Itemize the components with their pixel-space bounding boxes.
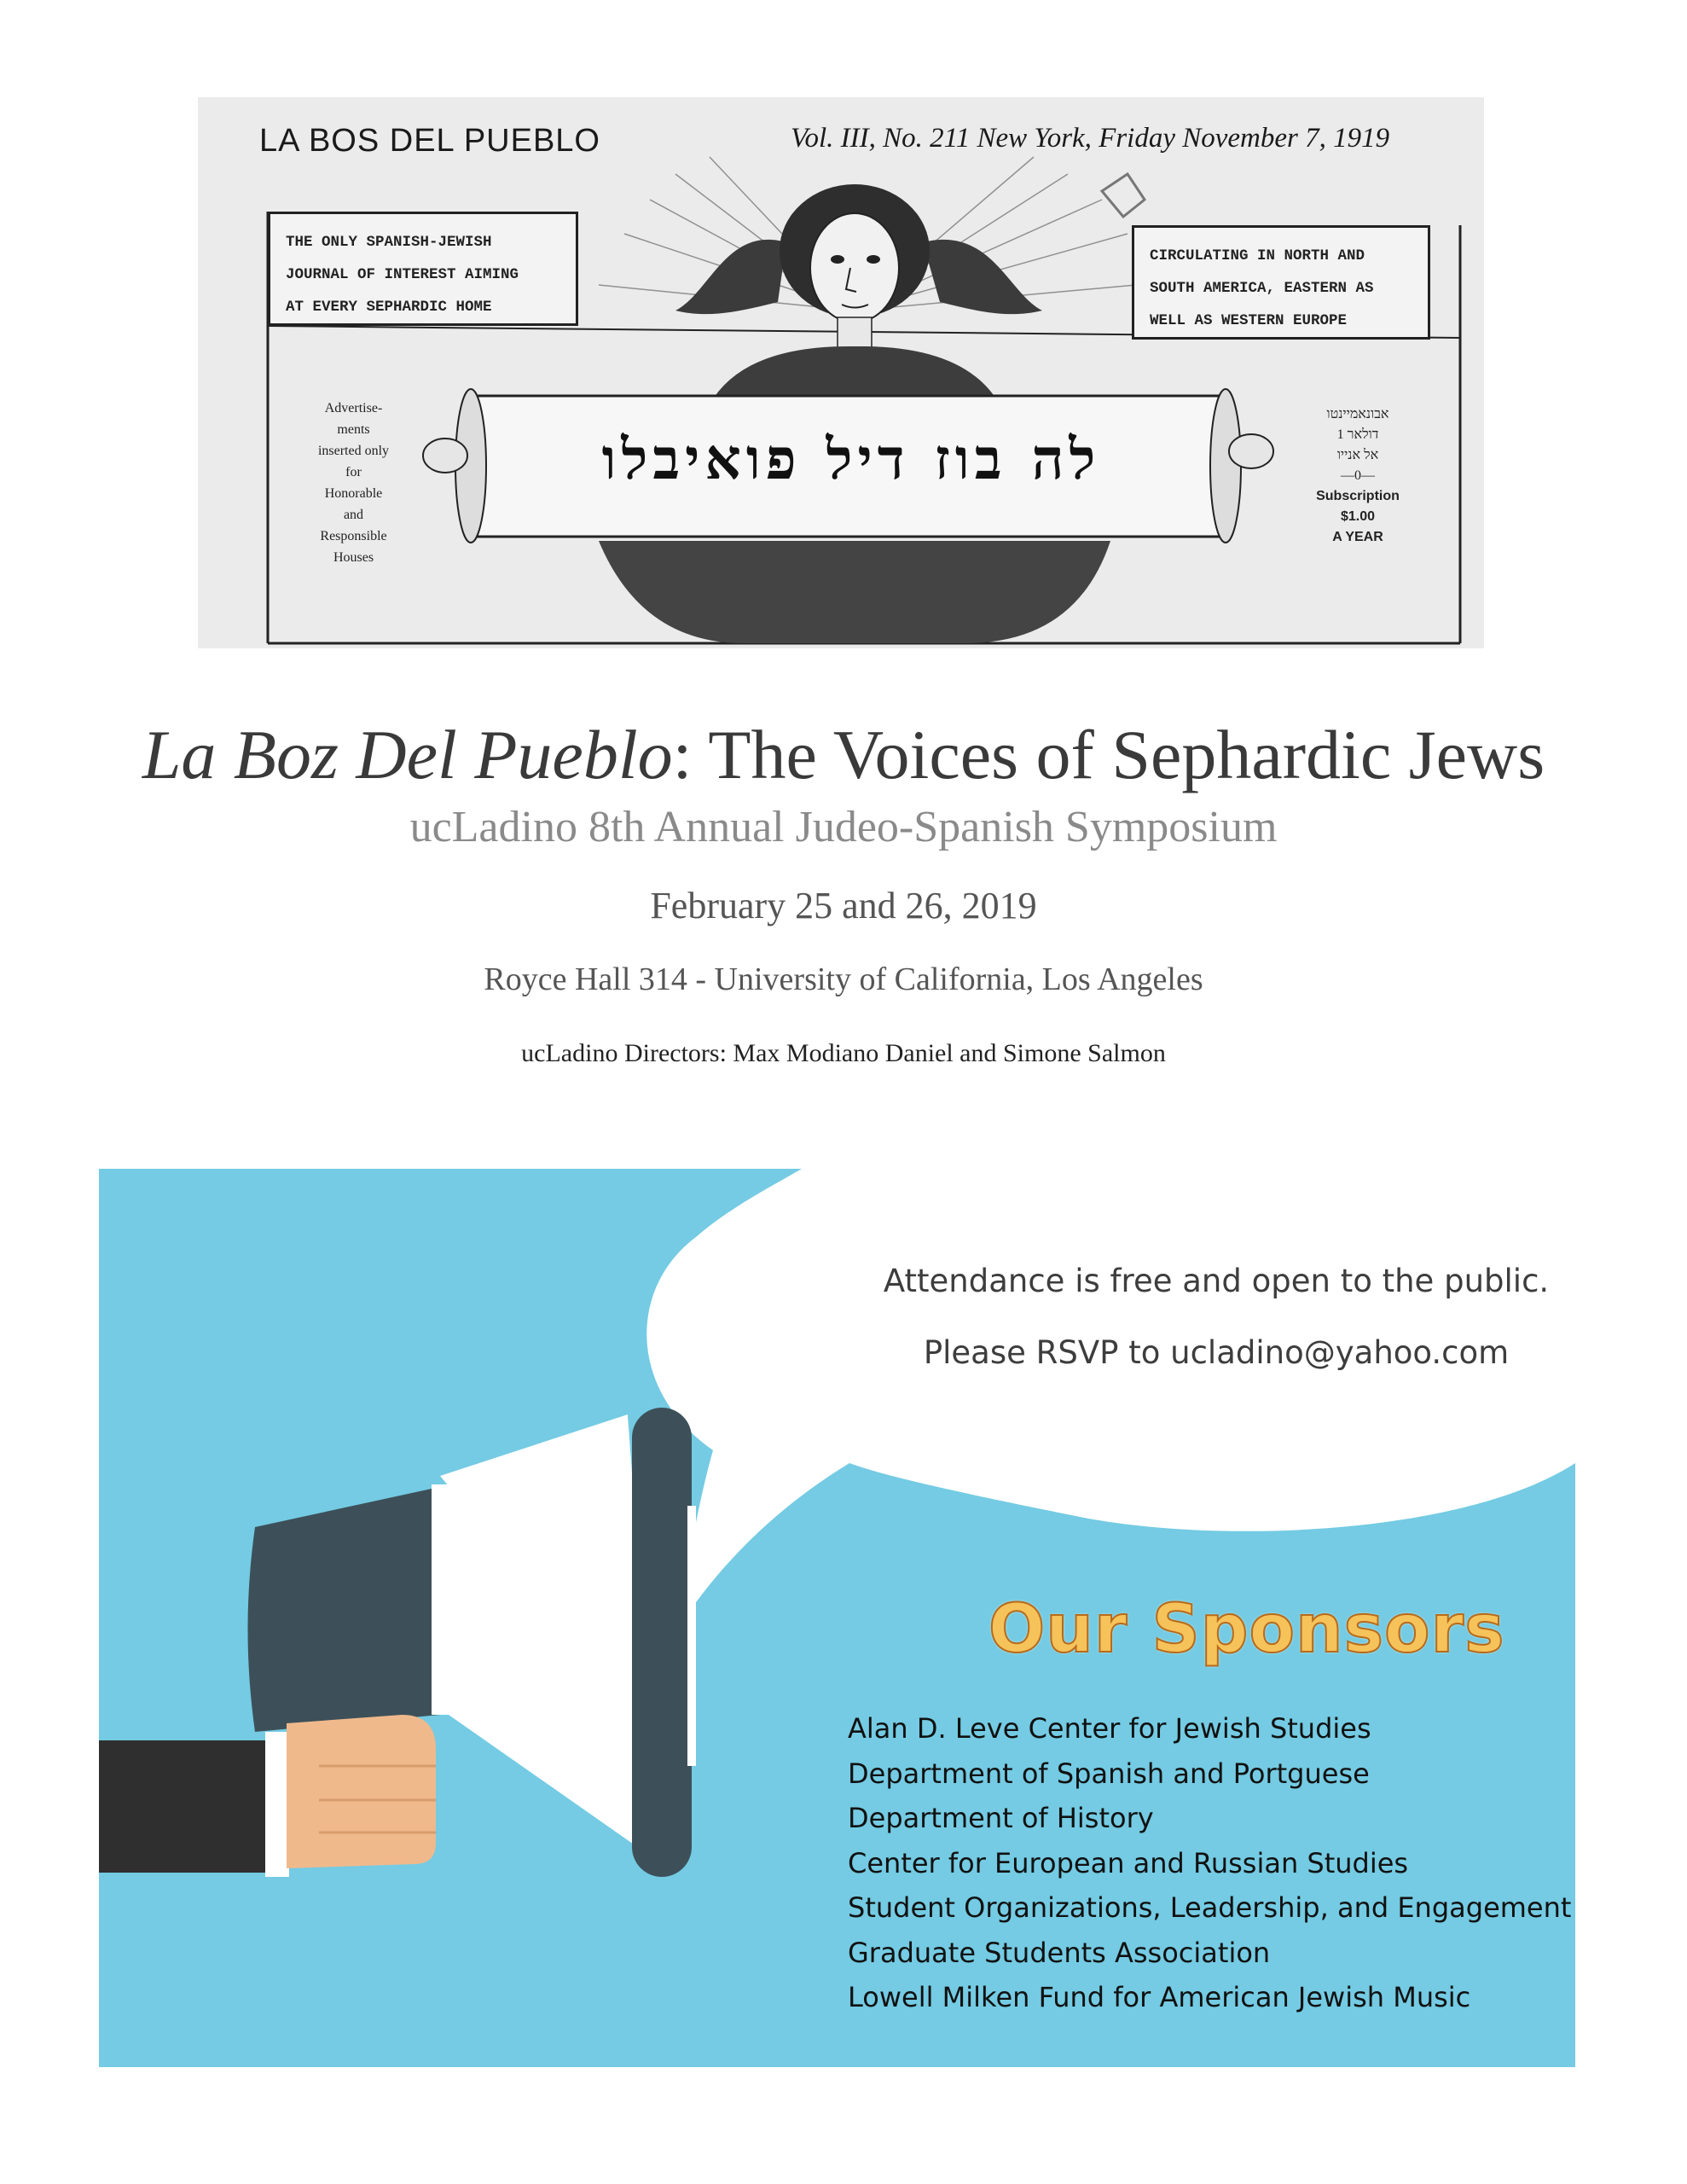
- newspaper-masthead-image: [198, 97, 1484, 648]
- note-line: Responsible: [320, 529, 387, 543]
- subscription-note: [1298, 404, 1417, 548]
- advertisement-note: [296, 398, 411, 568]
- left-box-line: THE ONLY SPANISH-JEWISH: [286, 234, 492, 251]
- sponsor-item: Department of History: [848, 1802, 1154, 1834]
- event-title-italic: La Boz Del Pueblo: [142, 716, 673, 793]
- event-title: [0, 715, 1687, 795]
- note-line: אל אנייו: [1336, 448, 1379, 462]
- sponsors-heading: Our Sponsors: [988, 1591, 1505, 1668]
- sponsor-item: Department of Spanish and Portguese: [848, 1757, 1370, 1790]
- right-box-line: SOUTH AMERICA, EASTERN AS: [1150, 280, 1374, 297]
- event-subtitle: ucLadino 8th Annual Judeo-Spanish Symposium: [409, 803, 1278, 851]
- event-dates: February 25 and 26, 2019: [650, 885, 1037, 926]
- note-line: Honorable: [324, 486, 383, 501]
- masthead-title: LA BOS DEL PUEBLO: [259, 123, 600, 159]
- event-title-rest: : The Voices of Sephardic Jews: [672, 716, 1545, 793]
- speech-bubble: [646, 1169, 1575, 1647]
- note-line: and: [343, 508, 364, 522]
- right-box-line: CIRCULATING IN NORTH AND: [1150, 247, 1365, 264]
- sponsor-list: [848, 1706, 1571, 2020]
- note-line: Advertise-: [324, 401, 383, 415]
- sponsor-item: Center for European and Russian Studies: [848, 1846, 1409, 1879]
- sponsor-item: Alan D. Leve Center for Jewish Studies: [848, 1712, 1371, 1745]
- masthead-left-box: [268, 212, 578, 326]
- masthead-right-box: [1132, 225, 1430, 340]
- masthead-dateline: Vol. III, No. 211 New York, Friday November 7, 1919: [791, 123, 1390, 154]
- note-line: ments: [337, 422, 370, 437]
- note-line: $1.00: [1340, 509, 1376, 524]
- note-line: 1 דולאר: [1336, 427, 1379, 442]
- hand-icon: [99, 1715, 436, 1877]
- announcement-poster: [99, 1169, 1575, 2067]
- note-line: אבונאמיינטו: [1326, 407, 1389, 421]
- note-line: A YEAR: [1332, 530, 1383, 544]
- sponsor-item: Graduate Students Association: [848, 1936, 1271, 1969]
- right-box-line: WELL AS WESTERN EUROPE: [1150, 312, 1348, 329]
- note-line: for: [345, 465, 362, 479]
- attendance-text: Attendance is free and open to the public.: [883, 1263, 1550, 1299]
- note-line: Houses: [333, 550, 374, 565]
- left-box-line: JOURNAL OF INTEREST AIMING: [286, 266, 519, 283]
- rsvp-text: Please RSVP to ucladino@yahoo.com: [923, 1334, 1510, 1371]
- sponsor-item: Lowell Milken Fund for American Jewish Music: [848, 1981, 1471, 2013]
- event-venue: Royce Hall 314 - University of California, Los Angeles: [484, 961, 1203, 997]
- note-line: —0—: [1341, 468, 1375, 483]
- scroll-hebrew-title: לה בוז דיל פואיבלו: [601, 426, 1101, 492]
- left-box-line: AT EVERY SEPHARDIC HOME: [286, 299, 492, 316]
- note-line: inserted only: [317, 444, 390, 458]
- sponsor-item: Student Organizations, Leadership, and Engagement: [848, 1891, 1572, 1924]
- note-line: Subscription: [1316, 489, 1400, 503]
- event-directors: ucLadino Directors: Max Modiano Daniel and Simone Salmon: [521, 1039, 1166, 1067]
